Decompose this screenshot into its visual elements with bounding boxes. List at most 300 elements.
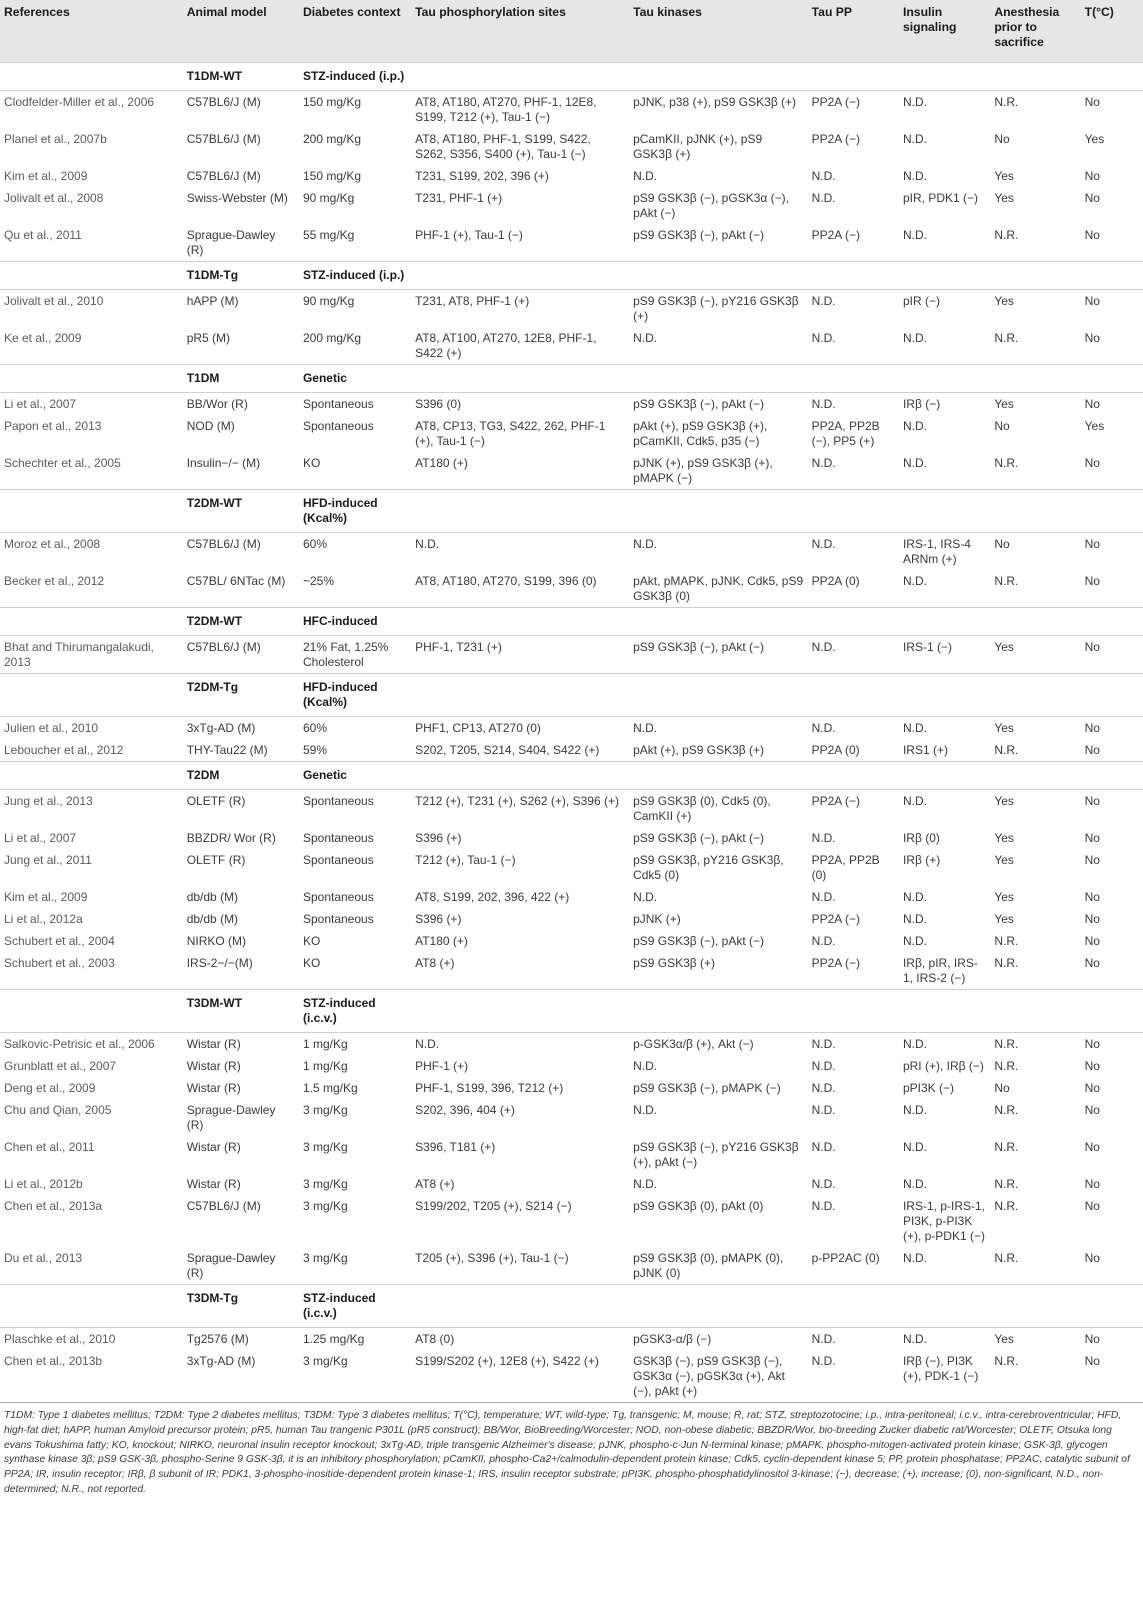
cell-temperature: No: [1084, 228, 1100, 242]
table-row: [0, 952, 1143, 990]
table-row: [0, 849, 1143, 886]
cell-tau-sites: T231, S199, 202, 396 (+): [415, 169, 549, 183]
cell-insulin: N.D.: [902, 1177, 927, 1191]
cell-insulin: N.D.: [902, 95, 927, 109]
footnote-row: [0, 1403, 1143, 1504]
cell-insulin: N.D.: [902, 1251, 927, 1265]
cell-animal-model: Wistar (R): [186, 1037, 241, 1051]
cell-context: 60%: [302, 537, 327, 551]
cell-reference: Chen et al., 2011: [4, 1140, 95, 1154]
cell-tau-sites: PHF-1, S199, 396, T212 (+): [415, 1081, 564, 1095]
cell-animal-model: C57BL6/J (M): [186, 169, 261, 183]
section-header-row: [0, 762, 1143, 790]
section-context: STZ-induced (i.c.v.): [302, 1291, 376, 1320]
cell-insulin: N.D.: [902, 169, 927, 183]
cell-animal-model: IRS-2−/−(M): [186, 956, 253, 970]
cell-reference: Moroz et al., 2008: [4, 537, 101, 551]
cell-tau-pp: N.D.: [811, 191, 836, 205]
cell-tau-kinases: pS9 GSK3β (−), pAkt (−): [633, 228, 765, 242]
cell-tau-kinases: pS9 GSK3β (0), pMAPK (0), pJNK (0): [633, 1251, 784, 1280]
cell-tau-kinases: N.D.: [633, 331, 658, 345]
cell-temperature: No: [1084, 721, 1100, 735]
table-row: [0, 717, 1143, 740]
cell-temperature: No: [1084, 1177, 1100, 1191]
cell-anesthesia: N.R.: [994, 95, 1019, 109]
cell-tau-sites: T212 (+), Tau-1 (−): [415, 853, 516, 867]
cell-animal-model: 3xTg-AD (M): [186, 721, 256, 735]
table-row: [0, 739, 1143, 762]
cell-reference: Papon et al., 2013: [4, 419, 102, 433]
cell-insulin: N.D.: [902, 456, 927, 470]
cell-animal-model: 3xTg-AD (M): [186, 1354, 256, 1368]
cell-reference: Jolivalt et al., 2008: [4, 191, 104, 205]
cell-context: ~25%: [302, 574, 334, 588]
section-spacer: [0, 262, 183, 290]
cell-temperature: No: [1084, 743, 1100, 757]
cell-temperature: No: [1084, 831, 1100, 845]
cell-context: 150 mg/Kg: [302, 169, 362, 183]
cell-temperature: No: [1084, 537, 1100, 551]
cell-tau-pp: N.D.: [811, 294, 836, 308]
cell-tau-sites: PHF-1 (+), Tau-1 (−): [415, 228, 523, 242]
cell-tau-pp: N.D.: [811, 169, 836, 183]
section-group: T3DM-Tg: [186, 1291, 239, 1305]
cell-tau-pp: N.D.: [811, 831, 836, 845]
cell-context: KO: [302, 956, 321, 970]
cell-tau-sites: S396, T181 (+): [415, 1140, 496, 1154]
section-context: HFD-induced (Kcal%): [302, 680, 378, 709]
cell-tau-sites: S396 (+): [415, 831, 462, 845]
cell-tau-pp: PP2A (−): [811, 132, 860, 146]
cell-tau-sites: PHF-1, T231 (+): [415, 640, 502, 654]
table-row: [0, 1247, 1143, 1285]
cell-anesthesia: Yes: [994, 397, 1014, 411]
section-spacer: [0, 490, 183, 533]
cell-reference: Grunblatt et al., 2007: [4, 1059, 117, 1073]
cell-anesthesia: No: [994, 419, 1010, 433]
section-group: T1DM-WT: [186, 69, 243, 83]
cell-tau-kinases: pS9 GSK3β (+): [633, 956, 716, 970]
table-row: [0, 1195, 1143, 1247]
cell-tau-sites: AT8 (0): [415, 1332, 455, 1346]
cell-tau-sites: T231, PHF-1 (+): [415, 191, 503, 205]
table-row: [0, 1055, 1143, 1077]
cell-tau-sites: AT8, AT180, PHF-1, S199, S422, S262, S356, S400 (+), Tau-1 (−): [415, 132, 591, 161]
cell-tau-kinases: pS9 GSK3β (−), pAkt (−): [633, 934, 765, 948]
table-row: [0, 128, 1143, 165]
cell-animal-model: Wistar (R): [186, 1177, 241, 1191]
section-group: T2DM: [186, 768, 220, 782]
cell-temperature: No: [1084, 456, 1100, 470]
cell-animal-model: C57BL6/J (M): [186, 640, 261, 654]
table-row: [0, 636, 1143, 674]
cell-tau-sites: N.D.: [415, 537, 440, 551]
cell-tau-pp: PP2A (−): [811, 794, 860, 808]
cell-tau-kinases: pS9 GSK3β (−), pAkt (−): [633, 640, 765, 654]
cell-animal-model: NIRKO (M): [186, 934, 247, 948]
cell-tau-kinases: N.D.: [633, 1177, 658, 1191]
table-row: [0, 827, 1143, 849]
cell-insulin: N.D.: [902, 794, 927, 808]
cell-insulin: IRβ (0): [902, 831, 940, 845]
section-spacer: [0, 990, 183, 1033]
cell-anesthesia: Yes: [994, 721, 1014, 735]
col-temperature: T(°C): [1084, 5, 1114, 19]
cell-animal-model: Wistar (R): [186, 1059, 241, 1073]
cell-context: 200 mg/Kg: [302, 132, 362, 146]
cell-insulin: IRS1 (+): [902, 743, 948, 757]
cell-context: Spontaneous: [302, 419, 374, 433]
cell-animal-model: Insulin−/− (M): [186, 456, 261, 470]
table-row: [0, 415, 1143, 452]
table-row: [0, 327, 1143, 365]
cell-temperature: No: [1084, 1140, 1100, 1154]
cell-reference: Li et al., 2007: [4, 397, 77, 411]
table-row: [0, 1077, 1143, 1099]
section-context: STZ-induced (i.p.): [302, 69, 405, 83]
cell-insulin: IRβ (+): [902, 853, 941, 867]
cell-animal-model: OLETF (R): [186, 853, 246, 867]
table-row: [0, 1033, 1143, 1056]
cell-tau-kinases: pGSK3-α/β (−): [633, 1332, 712, 1346]
cell-tau-pp: p-PP2AC (0): [811, 1251, 880, 1265]
cell-tau-sites: S202, 396, 404 (+): [415, 1103, 515, 1117]
cell-animal-model: Tg2576 (M): [186, 1332, 249, 1346]
col-diabetes-context: Diabetes context: [302, 5, 401, 19]
section-fill: [411, 262, 1143, 290]
cell-animal-model: Swiss-Webster (M): [186, 191, 288, 205]
cell-tau-kinases: N.D.: [633, 169, 658, 183]
section-fill: [411, 990, 1143, 1033]
cell-tau-pp: PP2A (−): [811, 956, 860, 970]
cell-tau-sites: AT8, AT180, AT270, S199, 396 (0): [415, 574, 597, 588]
cell-animal-model: C57BL6/J (M): [186, 537, 261, 551]
cell-reference: Li et al., 2012a: [4, 912, 83, 926]
cell-tau-pp: PP2A, PP2B (−), PP5 (+): [811, 419, 880, 448]
section-fill: [411, 1285, 1143, 1328]
cell-animal-model: C57BL6/J (M): [186, 132, 261, 146]
table-row: [0, 1173, 1143, 1195]
cell-anesthesia: N.R.: [994, 574, 1019, 588]
cell-insulin: IRS-1 (−): [902, 640, 952, 654]
cell-tau-kinases: p-GSK3α/β (+), Akt (−): [633, 1037, 754, 1051]
cell-animal-model: Wistar (R): [186, 1081, 241, 1095]
cell-insulin: pIR (−): [902, 294, 940, 308]
col-tau-kinases: Tau kinases: [633, 5, 702, 19]
cell-temperature: No: [1084, 331, 1100, 345]
cell-tau-sites: AT8, AT100, AT270, 12E8, PHF-1, S422 (+): [415, 331, 597, 360]
cell-tau-kinases: N.D.: [633, 1103, 658, 1117]
cell-context: 1 mg/Kg: [302, 1037, 348, 1051]
cell-reference: Bhat and Thirumangalakudi, 2013: [4, 640, 154, 669]
cell-reference: Chu and Qian, 2005: [4, 1103, 112, 1117]
cell-insulin: N.D.: [902, 1140, 927, 1154]
cell-tau-kinases: N.D.: [633, 890, 658, 904]
cell-tau-sites: AT8 (+): [415, 956, 455, 970]
cell-context: 90 mg/Kg: [302, 191, 355, 205]
section-header-row: [0, 990, 1143, 1033]
cell-context: Spontaneous: [302, 831, 374, 845]
cell-insulin: N.D.: [902, 419, 927, 433]
cell-anesthesia: Yes: [994, 640, 1014, 654]
cell-reference: Schechter et al., 2005: [4, 456, 121, 470]
cell-tau-pp: PP2A (−): [811, 228, 860, 242]
cell-tau-pp: N.D.: [811, 331, 836, 345]
cell-context: 59%: [302, 743, 327, 757]
cell-temperature: No: [1084, 294, 1100, 308]
cell-tau-kinases: pS9 GSK3β (−), pAkt (−): [633, 831, 765, 845]
cell-insulin: IRS-1, IRS-4 ARNm (+): [902, 537, 971, 566]
section-group: T2DM-Tg: [186, 680, 239, 694]
cell-context: 1 mg/Kg: [302, 1059, 348, 1073]
cell-anesthesia: N.R.: [994, 1354, 1019, 1368]
cell-tau-pp: N.D.: [811, 456, 836, 470]
section-spacer: [0, 674, 183, 717]
cell-tau-sites: PHF-1 (+): [415, 1059, 469, 1073]
table-row: [0, 790, 1143, 828]
cell-insulin: IRS-1, p-IRS-1, PI3K, p-PI3K (+), p-PDK1 (−): [902, 1199, 985, 1243]
col-tau-sites: Tau phosphorylation sites: [415, 5, 566, 19]
cell-anesthesia: Yes: [994, 853, 1014, 867]
cell-temperature: No: [1084, 890, 1100, 904]
cell-reference: Deng et al., 2009: [4, 1081, 96, 1095]
cell-tau-kinases: pS9 GSK3β (−), pY216 GSK3β (+), pAkt (−): [633, 1140, 799, 1169]
cell-tau-sites: AT180 (+): [415, 934, 468, 948]
cell-reference: Schubert et al., 2003: [4, 956, 115, 970]
cell-tau-kinases: pS9 GSK3β (−), pGSK3α (−), pAkt (−): [633, 191, 789, 220]
cell-anesthesia: N.R.: [994, 1251, 1019, 1265]
cell-insulin: N.D.: [902, 331, 927, 345]
cell-anesthesia: N.R.: [994, 743, 1019, 757]
cell-anesthesia: N.R.: [994, 1103, 1019, 1117]
cell-context: 200 mg/Kg: [302, 331, 362, 345]
cell-tau-kinases: pS9 GSK3β (−), pAkt (−): [633, 397, 765, 411]
section-group: T3DM-WT: [186, 996, 243, 1010]
table-row: [0, 91, 1143, 129]
cell-context: Spontaneous: [302, 794, 374, 808]
cell-reference: Jung et al., 2011: [4, 853, 92, 867]
cell-context: KO: [302, 456, 321, 470]
table-row: [0, 570, 1143, 608]
section-fill: [411, 63, 1143, 91]
cell-tau-sites: T205 (+), S396 (+), Tau-1 (−): [415, 1251, 569, 1265]
cell-context: 1.25 mg/Kg: [302, 1332, 365, 1346]
section-header-row: [0, 365, 1143, 393]
col-references: References: [4, 5, 70, 19]
section-context: STZ-induced (i.c.v.): [302, 996, 376, 1025]
cell-tau-kinases: N.D.: [633, 537, 658, 551]
cell-animal-model: C57BL6/J (M): [186, 95, 261, 109]
section-context: STZ-induced (i.p.): [302, 268, 405, 282]
cell-insulin: pPI3K (−): [902, 1081, 954, 1095]
table-row: [0, 930, 1143, 952]
cell-insulin: pRI (+), IRβ (−): [902, 1059, 984, 1073]
section-spacer: [0, 365, 183, 393]
table-body: [0, 63, 1143, 1403]
header-row: [0, 0, 1143, 63]
cell-insulin: N.D.: [902, 721, 927, 735]
cell-temperature: No: [1084, 169, 1100, 183]
section-header-row: [0, 490, 1143, 533]
cell-context: Spontaneous: [302, 912, 374, 926]
cell-tau-pp: N.D.: [811, 1037, 836, 1051]
table-footnote: T1DM: Type 1 diabetes mellitus; T2DM: Type 2 diabetes mellitus; T3DM: Type 3 diabetes mellitus; T(°C), temperature; WT, wild-type; Tg, transgenic; M, mouse; R, rat; STZ, streptozotocine; i.p., intra-peritoneal; i.c.v., intra-cerebroventricular; HFD, high-fat diet; hAPP, human Amyloid precursor protein; pR5, human Tau trangenic P301L (pR5 construct); BB/Wor, BioBreeding/Worcester; NOD, non-obese diabetic; BBZDR/Wor, bio-breeding Zucker diabetic rat/Worcester; OLETF, Otsuka long evans Tokushima fatty; KO, knockout; NIRKO, neuronal insulin receptor knockout; 3xTg-AD, triple transgenic Alzheimer's disease; pJNK, phospho-c-Jun N-terminal kinase; pMAPK, phospho-mitogen-activated protein kinase; GSK-3β, glycogen synthase kinase 3β; pS9 GSK-3β, phospho-Serine 9 GSK-3β, it is an inhibitory phosphorylation; pCamKII, phospho-Ca2+/calmodulin-dependent protein kinase; Cdk5, cyclin-dependent kinase 5; PP, protein phosphatase; PP2AC, catalytic subunit of PP2A; IR, insulin receptor; IRβ, β subunit of IR; PDK1, 3-phospho-inositide-dependent protein kinase-1; IRS, insulin receptor substrate; pPI3K, phospho-phosphatidylinositol 3-kinase; (−), decrease; (+), increase; (0), non-significant, N.D., non-determined; N.R., not reported.: [0, 1403, 1143, 1504]
cell-tau-sites: S199/202, T205 (+), S214 (−): [415, 1199, 572, 1213]
table-row: [0, 1099, 1143, 1136]
cell-anesthesia: N.R.: [994, 934, 1019, 948]
cell-context: Spontaneous: [302, 397, 374, 411]
cell-reference: Kim et al., 2009: [4, 890, 88, 904]
cell-reference: Salkovic-Petrisic et al., 2006: [4, 1037, 155, 1051]
cell-tau-kinases: pJNK (+), pS9 GSK3β (+), pMAPK (−): [633, 456, 773, 485]
cell-reference: Jolivalt et al., 2010: [4, 294, 104, 308]
section-header-row: [0, 1285, 1143, 1328]
cell-animal-model: Wistar (R): [186, 1140, 241, 1154]
table-row: [0, 908, 1143, 930]
cell-insulin: N.D.: [902, 1037, 927, 1051]
cell-context: 150 mg/Kg: [302, 95, 362, 109]
cell-temperature: No: [1084, 640, 1100, 654]
cell-tau-sites: N.D.: [415, 1037, 440, 1051]
table-row: [0, 886, 1143, 908]
cell-tau-pp: N.D.: [811, 1103, 836, 1117]
cell-tau-sites: AT8, AT180, AT270, PHF-1, 12E8, S199, T212 (+), Tau-1 (−): [415, 95, 597, 124]
section-group: T2DM-WT: [186, 496, 243, 510]
cell-tau-sites: S202, T205, S214, S404, S422 (+): [415, 743, 600, 757]
cell-insulin: IRβ, pIR, IRS-1, IRS-2 (−): [902, 956, 978, 985]
col-animal-model: Animal model: [186, 5, 267, 19]
cell-context: Spontaneous: [302, 890, 374, 904]
section-spacer: [0, 63, 183, 91]
cell-tau-sites: S396 (0): [415, 397, 462, 411]
cell-context: 60%: [302, 721, 327, 735]
cell-tau-pp: N.D.: [811, 1177, 836, 1191]
table-row: [0, 187, 1143, 224]
cell-temperature: No: [1084, 574, 1100, 588]
table-row: [0, 393, 1143, 416]
cell-anesthesia: N.R.: [994, 1037, 1019, 1051]
cell-tau-kinases: pS9 GSK3β (0), pAkt (0): [633, 1199, 764, 1213]
table-row: [0, 290, 1143, 328]
cell-insulin: N.D.: [902, 132, 927, 146]
table-row: [0, 165, 1143, 187]
cell-anesthesia: N.R.: [994, 956, 1019, 970]
cell-reference: Li et al., 2012b: [4, 1177, 83, 1191]
cell-reference: Chen et al., 2013a: [4, 1199, 103, 1213]
section-context: HFD-induced (Kcal%): [302, 496, 378, 525]
cell-tau-pp: N.D.: [811, 640, 836, 654]
section-header-row: [0, 608, 1143, 636]
cell-temperature: No: [1084, 191, 1100, 205]
cell-temperature: No: [1084, 853, 1100, 867]
cell-tau-kinases: pAkt (+), pS9 GSK3β (+): [633, 743, 765, 757]
cell-tau-pp: N.D.: [811, 397, 836, 411]
cell-animal-model: C57BL6/J (M): [186, 1199, 261, 1213]
cell-reference: Kim et al., 2009: [4, 169, 88, 183]
cell-tau-kinases: pAkt (+), pS9 GSK3β (+), pCamKII, Cdk5, p35 (−): [633, 419, 768, 448]
cell-tau-sites: AT8, CP13, TG3, S422, 262, PHF-1 (+), Tau-1 (−): [415, 419, 606, 448]
cell-insulin: IRβ (−), PI3K (+), PDK-1 (−): [902, 1354, 979, 1383]
cell-context: 3 mg/Kg: [302, 1199, 348, 1213]
cell-context: Spontaneous: [302, 853, 374, 867]
cell-tau-pp: PP2A (−): [811, 95, 860, 109]
cell-insulin: N.D.: [902, 574, 927, 588]
cell-anesthesia: Yes: [994, 890, 1014, 904]
cell-tau-pp: PP2A (0): [811, 574, 860, 588]
section-spacer: [0, 1285, 183, 1328]
cell-temperature: No: [1084, 794, 1100, 808]
cell-reference: Ke et al., 2009: [4, 331, 82, 345]
cell-tau-pp: PP2A (0): [811, 743, 860, 757]
cell-temperature: No: [1084, 1251, 1100, 1265]
section-header-row: [0, 262, 1143, 290]
cell-tau-kinases: pJNK (+): [633, 912, 681, 926]
cell-insulin: N.D.: [902, 228, 927, 242]
cell-tau-sites: PHF1, CP13, AT270 (0): [415, 721, 541, 735]
cell-animal-model: BBZDR/ Wor (R): [186, 831, 276, 845]
cell-tau-pp: N.D.: [811, 934, 836, 948]
cell-anesthesia: No: [994, 537, 1010, 551]
cell-anesthesia: N.R.: [994, 331, 1019, 345]
table-row: [0, 452, 1143, 490]
cell-tau-sites: AT180 (+): [415, 456, 468, 470]
cell-temperature: No: [1084, 1059, 1100, 1073]
section-context: HFC-induced: [302, 614, 378, 628]
cell-animal-model: Sprague-Dawley (R): [186, 228, 276, 257]
cell-context: KO: [302, 934, 321, 948]
cell-tau-pp: PP2A, PP2B (0): [811, 853, 880, 882]
cell-anesthesia: N.R.: [994, 1059, 1019, 1073]
cell-context: 3 mg/Kg: [302, 1177, 348, 1191]
cell-tau-kinases: pAkt, pMAPK, pJNK, Cdk5, pS9 GSK3β (0): [633, 574, 804, 603]
cell-tau-pp: N.D.: [811, 1140, 836, 1154]
cell-tau-pp: N.D.: [811, 1332, 836, 1346]
cell-tau-kinases: N.D.: [633, 721, 658, 735]
cell-tau-pp: N.D.: [811, 1354, 836, 1368]
cell-temperature: No: [1084, 934, 1100, 948]
section-spacer: [0, 762, 183, 790]
cell-context: 1.5 mg/Kg: [302, 1081, 358, 1095]
cell-reference: Schubert et al., 2004: [4, 934, 115, 948]
cell-anesthesia: N.R.: [994, 1177, 1019, 1191]
section-fill: [411, 365, 1143, 393]
cell-animal-model: hAPP (M): [186, 294, 239, 308]
cell-tau-kinases: pS9 GSK3β (−), pY216 GSK3β (+): [633, 294, 799, 323]
cell-context: 90 mg/Kg: [302, 294, 355, 308]
cell-animal-model: db/db (M): [186, 890, 239, 904]
section-header-row: [0, 674, 1143, 717]
cell-tau-kinases: pJNK, p38 (+), pS9 GSK3β (+): [633, 95, 797, 109]
section-group: T1DM-Tg: [186, 268, 239, 282]
table-row: [0, 1136, 1143, 1173]
col-tau-pp: Tau PP: [811, 5, 853, 19]
cell-tau-pp: N.D.: [811, 890, 836, 904]
cell-temperature: No: [1084, 1103, 1100, 1117]
cell-tau-kinases: GSK3β (−), pS9 GSK3β (−), GSK3α (−), pGSK3α (+), Akt (−), pAkt (+): [633, 1354, 785, 1398]
cell-anesthesia: Yes: [994, 912, 1014, 926]
cell-context: 3 mg/Kg: [302, 1103, 348, 1117]
section-group: T1DM: [186, 371, 220, 385]
cell-temperature: No: [1084, 1037, 1100, 1051]
cell-tau-kinases: pS9 GSK3β, pY216 GSK3β, Cdk5 (0): [633, 853, 784, 882]
cell-tau-kinases: pS9 GSK3β (0), Cdk5 (0), CamKII (+): [633, 794, 771, 823]
section-fill: [411, 608, 1143, 636]
cell-insulin: N.D.: [902, 912, 927, 926]
cell-anesthesia: N.R.: [994, 1199, 1019, 1213]
cell-insulin: N.D.: [902, 934, 927, 948]
table-row: [0, 533, 1143, 571]
cell-tau-pp: N.D.: [811, 1059, 836, 1073]
